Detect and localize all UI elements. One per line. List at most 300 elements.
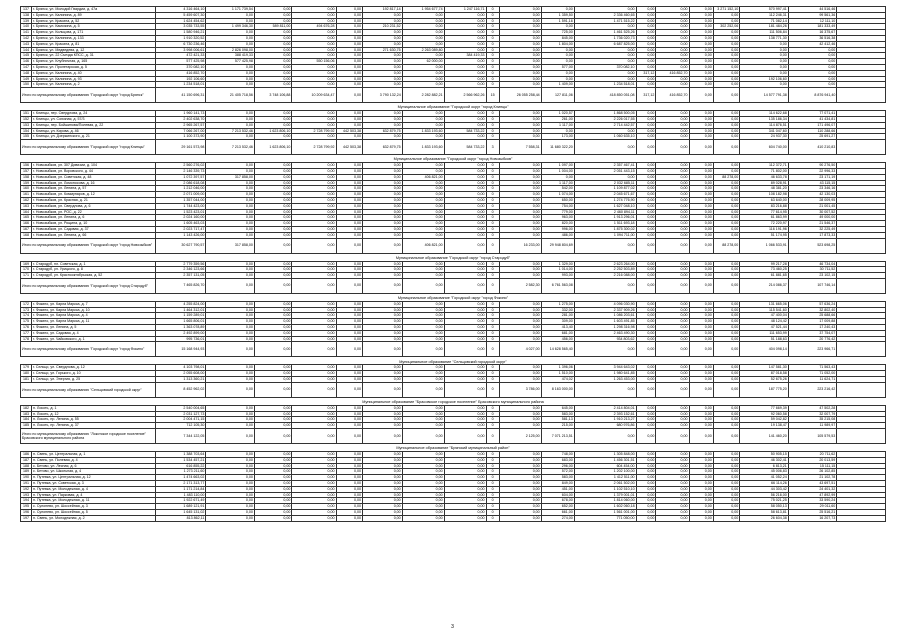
value-cell: 0 (486, 261, 499, 267)
value-cell: 0,00 (499, 192, 541, 198)
value-cell: 0,00 (656, 273, 689, 279)
value-cell: 0,00 (292, 76, 336, 82)
value-cell: 46 633,78 (740, 174, 789, 180)
row-number: 176 (21, 325, 32, 331)
value-cell: 0,00 (362, 232, 402, 238)
row-number: 195 (21, 504, 32, 510)
value-cell: 0,00 (444, 163, 486, 169)
value-cell: 0,00 (292, 41, 336, 47)
value-cell: 0,00 (362, 411, 402, 417)
value-cell: 0,00 (574, 7, 636, 13)
value-cell: 0,00 (362, 273, 402, 279)
value-cell: 0,00 (689, 186, 713, 192)
section-title: Муниципальное образование "Городской округ "город Новозыбков" (393, 157, 513, 162)
value-cell: 0 (486, 452, 499, 458)
value-cell: 0,00 (206, 221, 255, 227)
value-cell: 0,00 (254, 261, 292, 267)
value-cell: 0,00 (689, 510, 713, 516)
value-cell: 0 (486, 423, 499, 429)
value-cell: 1 094 711,00 (574, 232, 636, 238)
value-cell: 0,00 (444, 457, 486, 463)
value-cell: 0,00 (362, 53, 402, 59)
value-cell: 0,00 (636, 30, 656, 36)
value-cell: 0,00 (656, 174, 689, 180)
row-number: 162 (21, 197, 32, 203)
value-cell: 0,00 (656, 336, 689, 342)
total-value-cell: 3 790 132,24 (362, 88, 402, 103)
row-number: 187 (21, 457, 32, 463)
value-cell: 26 604,38 (740, 515, 789, 521)
total-value-cell: 0,00 (574, 382, 636, 397)
total-cost-cell: 2 171 313,77 (155, 481, 206, 487)
total-value-cell: 0,00 (254, 238, 292, 253)
value-cell: 19 138,47 (740, 423, 789, 429)
value-cell: 0,00 (574, 76, 636, 82)
value-cell: 0,00 (499, 221, 541, 227)
value-cell: 0,00 (499, 481, 541, 487)
total-value-cell: 10 209 634,47 (292, 88, 336, 103)
value-cell: 0 (486, 273, 499, 279)
value-cell: 0 (486, 469, 499, 475)
value-cell: 683,00 (541, 457, 574, 463)
value-cell: 0,00 (656, 186, 689, 192)
row-number: 194 (21, 498, 32, 504)
value-cell: 47 400,04 (740, 313, 789, 319)
value-cell: 0,00 (254, 377, 292, 383)
empty-cell (837, 342, 886, 357)
value-cell: 0,00 (713, 313, 739, 319)
empty-cell (837, 278, 886, 293)
value-cell: 296,00 (541, 463, 574, 469)
value-cell: 0,00 (444, 330, 486, 336)
value-cell: 0,00 (206, 70, 255, 76)
value-cell: 0,00 (292, 371, 336, 377)
value-cell: 1 471 515,22 (574, 18, 636, 24)
section-title: Муниципальное образование "Городской округ "город Стародуб" (395, 255, 511, 260)
value-cell: 1 623 806,10 (254, 128, 292, 134)
total-row (21, 140, 886, 155)
address-cell: г. Клинцы, ул. Кирова, д. 46 (32, 128, 156, 134)
total-row (21, 429, 886, 444)
total-value-cell: 0,00 (444, 238, 486, 253)
value-cell: 0,00 (336, 423, 362, 429)
value-cell: 0 (486, 59, 499, 65)
total-value-cell: 0,00 (574, 342, 636, 357)
value-cell: 0 (486, 47, 499, 53)
value-cell: 0,00 (402, 203, 444, 209)
value-cell: 0,00 (292, 215, 336, 221)
total-value-cell: 1 623 806,10 (254, 140, 292, 155)
total-cost-cell: 1 212 046,00 (155, 186, 206, 192)
value-cell: 0,00 (499, 405, 541, 411)
value-cell: 37 754,07 (788, 330, 837, 336)
total-value-cell: 214 086,37 (740, 278, 789, 293)
value-cell: 0,00 (402, 163, 444, 169)
value-cell: 0,00 (636, 377, 656, 383)
value-cell: 73 460,25 (740, 267, 789, 273)
value-cell: 0,00 (656, 365, 689, 371)
value-cell: 0,00 (636, 261, 656, 267)
value-cell: 0,00 (254, 267, 292, 273)
value-cell: 0,00 (444, 319, 486, 325)
value-cell: 0,00 (689, 70, 713, 76)
value-cell: 1 603 491,85 (574, 319, 636, 325)
value-cell: 1 117,00 (541, 122, 574, 128)
value-cell: 25 688,66 (788, 313, 837, 319)
row-number: 181 (21, 377, 32, 383)
value-cell: 0,00 (206, 273, 255, 279)
row-number: 168 (21, 232, 32, 238)
value-cell: 0,00 (254, 307, 292, 313)
value-cell: 604,00 (541, 492, 574, 498)
value-cell: 26 102,85 (788, 469, 837, 475)
value-cell: 0,00 (254, 30, 292, 36)
value-cell: 52 675,26 (740, 377, 789, 383)
value-cell: 1 456 301,51 (574, 457, 636, 463)
row-number: 160 (21, 186, 32, 192)
value-cell: 0,00 (636, 134, 656, 140)
total-label: Итого по муниципальному образованию "Сельцовский городской округ" (21, 382, 156, 397)
value-cell: 0,00 (444, 41, 486, 47)
row-number: 171 (21, 273, 32, 279)
value-cell: 0,00 (713, 510, 739, 516)
section-title: Муниципальное образование "Городской округ "город Клинцы" (397, 105, 509, 110)
value-cell: 0,00 (499, 180, 541, 186)
total-value-cell: 0,00 (292, 238, 336, 253)
value-cell: 0,00 (713, 64, 739, 70)
value-cell: 0,00 (541, 174, 574, 180)
value-cell: 577,00 (541, 64, 574, 70)
value-cell: 0,00 (788, 64, 837, 70)
value-cell: 0,00 (689, 463, 713, 469)
value-cell: 0,00 (689, 163, 713, 169)
value-cell: 1 004,00 (541, 168, 574, 174)
value-cell: 0,00 (402, 122, 444, 128)
total-cost-cell: 4 316 464,10 (155, 7, 206, 13)
value-cell: 0,00 (402, 70, 444, 76)
value-cell: 583,00 (541, 411, 574, 417)
value-cell: 0,00 (499, 452, 541, 458)
value-cell: 0,00 (656, 197, 689, 203)
value-cell: 0,00 (292, 475, 336, 481)
value-cell: 0,00 (336, 221, 362, 227)
value-cell: 1 263 453,00 (574, 377, 636, 383)
total-cost-cell: 1 171 214,84 (155, 486, 206, 492)
value-cell: 0,00 (444, 463, 486, 469)
value-cell: 0,00 (574, 174, 636, 180)
value-cell: 0,00 (254, 59, 292, 65)
value-cell: 0,00 (444, 30, 486, 36)
value-cell: 0,00 (656, 209, 689, 215)
value-cell: 0 (486, 475, 499, 481)
value-cell: 0,00 (713, 492, 739, 498)
total-value-cell: 3 786,00 (499, 382, 541, 397)
value-cell: 0,00 (788, 53, 837, 59)
value-cell: 0,00 (206, 111, 255, 117)
total-value-cell: 7 071 213,51 (541, 429, 574, 444)
value-cell: 0,00 (656, 168, 689, 174)
value-cell: 0,00 (713, 30, 739, 36)
total-value-cell: 317,12 (636, 88, 656, 103)
value-cell: 0,00 (444, 313, 486, 319)
value-cell: 0,00 (740, 82, 789, 88)
address-cell: г. Стародуб, пл. Советская, д. 1 (32, 261, 156, 267)
address-cell: п. Путевка, ул. Молодежная, д. 4 (32, 486, 156, 492)
value-cell: 99 217,28 (740, 261, 789, 267)
value-cell: 0,00 (636, 59, 656, 65)
value-cell: 0,00 (254, 273, 292, 279)
value-cell: 16 375,67 (788, 30, 837, 36)
address-cell: г. Брянск, ул. Калинина, д. 2 (32, 82, 156, 88)
value-cell: 2 357 467,41 (574, 163, 636, 169)
value-cell: 0,00 (254, 475, 292, 481)
value-cell: 0,00 (206, 267, 255, 273)
total-value-cell: 0,00 (336, 382, 362, 397)
value-cell: 0,00 (656, 180, 689, 186)
value-cell: 71 563,43 (788, 365, 837, 371)
value-cell: 0,00 (254, 168, 292, 174)
value-cell: 0,00 (713, 463, 739, 469)
value-cell: 0,00 (656, 12, 689, 18)
value-cell: 0,00 (656, 41, 689, 47)
value-cell: 0,00 (402, 365, 444, 371)
value-cell: 0,00 (206, 365, 255, 371)
value-cell: 0,00 (740, 70, 789, 76)
value-cell: 0,00 (206, 325, 255, 331)
value-cell: 0,00 (336, 469, 362, 475)
value-cell: 0,00 (402, 64, 444, 70)
row-number: 193 (21, 492, 32, 498)
row-number: 173 (21, 307, 32, 313)
total-value-cell: 0,00 (713, 278, 739, 293)
value-cell: 0 (486, 30, 499, 36)
value-cell: 0,00 (499, 325, 541, 331)
value-cell: 0,00 (362, 180, 402, 186)
total-value-cell: 0,00 (656, 238, 689, 253)
value-cell: 0,00 (292, 504, 336, 510)
value-cell: 0,00 (499, 365, 541, 371)
row-number: 192 (21, 486, 32, 492)
value-cell: 77 669,39 (740, 405, 789, 411)
total-cost-cell: 2 779 359,56 (155, 261, 206, 267)
value-cell: 0,00 (254, 469, 292, 475)
value-cell: 0,00 (636, 47, 656, 53)
value-cell: 0,00 (689, 111, 713, 117)
value-cell: 0,00 (402, 30, 444, 36)
value-cell: 0,00 (499, 41, 541, 47)
value-cell: 0,00 (656, 481, 689, 487)
value-cell: 1 396,06 (541, 365, 574, 371)
row-number: 178 (21, 336, 32, 342)
total-cost-cell: 2 004 471,15 (155, 417, 206, 423)
total-cost-cell: 2 024 160,00 (155, 215, 206, 221)
value-cell: 0,00 (689, 64, 713, 70)
value-cell: 0,00 (292, 423, 336, 429)
value-cell: 77 614,95 (740, 209, 789, 215)
value-cell: 0,00 (444, 515, 486, 521)
value-cell: 0 (486, 417, 499, 423)
value-cell: 0,00 (362, 82, 402, 88)
value-cell: 0,00 (292, 273, 336, 279)
value-cell: 0,00 (292, 18, 336, 24)
value-cell: 0,00 (444, 492, 486, 498)
total-cost-cell: 1 357 044,00 (155, 197, 206, 203)
value-cell: 61 863,99 (740, 215, 789, 221)
value-cell: 0,00 (444, 486, 486, 492)
section-title: Муниципальное образование "Сельцовский городской округ" (399, 359, 507, 364)
value-cell: 46 302,41 (740, 457, 789, 463)
value-cell: 754,00 (541, 203, 574, 209)
address-cell: г. Брянск, ул. Калинина, д. 133 (32, 35, 156, 41)
value-cell: 0 (486, 486, 499, 492)
address-cell: с. Бетово, ул. Лесная, д. 6 (32, 463, 156, 469)
value-cell: 0,00 (362, 313, 402, 319)
value-cell: 0,00 (336, 203, 362, 209)
total-value-cell: 0,00 (689, 238, 713, 253)
value-cell: 0,00 (254, 452, 292, 458)
address-cell: с. Бетово, ул. Школьная, д. 4 (32, 469, 156, 475)
value-cell: 0,00 (656, 301, 689, 307)
value-cell: 47 521,44 (740, 325, 789, 331)
value-cell: 0,00 (656, 226, 689, 232)
value-cell: 0,00 (713, 486, 739, 492)
value-cell: 0,00 (336, 405, 362, 411)
value-cell: 0 (486, 301, 499, 307)
value-cell: 771 050,00 (574, 515, 636, 521)
value-cell: 0,00 (336, 192, 362, 198)
value-cell: 0,00 (656, 377, 689, 383)
value-cell: 0,00 (362, 371, 402, 377)
value-cell: 0,00 (206, 481, 255, 487)
value-cell: 0,00 (336, 35, 362, 41)
value-cell: 0,00 (689, 215, 713, 221)
value-cell: 0,00 (362, 423, 402, 429)
total-value-cell: 0,00 (362, 382, 402, 397)
value-cell: 0,00 (713, 377, 739, 383)
value-cell: 0,00 (402, 111, 444, 117)
value-cell: 51 188,63 (740, 336, 789, 342)
row-number: 153 (21, 122, 32, 128)
value-cell: 0,00 (254, 192, 292, 198)
total-value-cell: 0,00 (636, 278, 656, 293)
value-cell: 0,00 (444, 267, 486, 273)
value-cell: 0,00 (336, 197, 362, 203)
value-cell: 0,00 (292, 30, 336, 36)
address-cell: с. Супонево, ул. Шоссейная, д. 3 (32, 504, 156, 510)
row-number: 164 (21, 209, 32, 215)
value-cell: 0 (486, 377, 499, 383)
row-number: 186 (21, 452, 32, 458)
value-cell: 0,00 (292, 12, 336, 18)
value-cell: 0,00 (206, 417, 255, 423)
value-cell: 0,00 (402, 76, 444, 82)
total-cost-cell: 3 035 733,55 (155, 24, 206, 30)
total-value-cell: 0,00 (362, 429, 402, 444)
total-cost-cell: 712 105,30 (155, 423, 206, 429)
value-cell: 0,00 (499, 128, 541, 134)
value-cell: 181 484,26 (740, 24, 789, 30)
value-cell: 23 346,16 (788, 186, 837, 192)
value-cell: 0,00 (402, 18, 444, 24)
row-number: 146 (21, 59, 32, 65)
value-cell: 0,00 (206, 411, 255, 417)
value-cell: 0,00 (636, 209, 656, 215)
total-value-cell: 0,00 (206, 278, 255, 293)
value-cell: 0,00 (292, 313, 336, 319)
value-cell: 0,00 (713, 365, 739, 371)
value-cell: 0,00 (541, 59, 574, 65)
row-number: 172 (21, 301, 32, 307)
value-cell: 0,00 (444, 307, 486, 313)
value-cell: 0,00 (292, 35, 336, 41)
total-value-cell: 0,00 (656, 140, 689, 155)
value-cell: 6 687 825,00 (574, 41, 636, 47)
value-cell: 0,00 (713, 186, 739, 192)
value-cell: 0,00 (656, 59, 689, 65)
page-number: 3 (451, 624, 454, 630)
value-cell: 0,00 (541, 128, 574, 134)
value-cell: 0,00 (636, 417, 656, 423)
value-cell: 131 665,06 (740, 301, 789, 307)
value-cell: 16 207,73 (788, 515, 837, 521)
total-cost-cell: 1 483 110,00 (155, 492, 206, 498)
value-cell: 0,00 (402, 423, 444, 429)
value-cell: 0,00 (656, 486, 689, 492)
value-cell: 0,00 (689, 76, 713, 82)
value-cell: 0,00 (402, 134, 444, 140)
value-cell: 22 996,33 (788, 168, 837, 174)
value-cell: 0,00 (444, 192, 486, 198)
value-cell: 0,00 (499, 267, 541, 273)
value-cell: 0,00 (636, 319, 656, 325)
value-cell: 0,00 (689, 128, 713, 134)
total-value-cell: 0,00 (689, 88, 713, 103)
value-cell: 135 186,34 (740, 116, 789, 122)
total-cost-cell: 1 580 946,21 (155, 30, 206, 36)
address-cell: г. Сельцо, ул. Горького, д. 10 (32, 371, 156, 377)
value-cell: 30 711,52 (788, 267, 837, 273)
register-sheet (20, 6, 886, 522)
value-cell: 0,00 (689, 116, 713, 122)
value-cell: 0 (486, 111, 499, 117)
value-cell: 0,00 (254, 498, 292, 504)
total-cost-cell: 1 534 457,21 (155, 457, 206, 463)
value-cell: 0,00 (444, 82, 486, 88)
value-cell: 0,00 (402, 481, 444, 487)
value-cell: 2 463 490,30 (574, 330, 636, 336)
value-cell: 0,00 (636, 111, 656, 117)
value-cell: 0,00 (740, 47, 789, 53)
value-cell: 2 336 460,65 (574, 12, 636, 18)
row-number: 145 (21, 53, 32, 59)
value-cell: 0,00 (292, 463, 336, 469)
value-cell: 0,00 (402, 405, 444, 411)
value-cell: 0,00 (713, 232, 739, 238)
value-cell: 0,00 (713, 515, 739, 521)
value-cell: 650,00 (541, 197, 574, 203)
value-cell: 0,00 (499, 215, 541, 221)
value-cell: 0,00 (689, 417, 713, 423)
value-cell: 0,00 (713, 180, 739, 186)
value-cell: 0,00 (254, 180, 292, 186)
value-cell: 0,00 (636, 116, 656, 122)
value-cell: 0 (486, 510, 499, 516)
value-cell: 0,00 (713, 197, 739, 203)
total-value-cell: 0,00 (362, 278, 402, 293)
value-cell: 20 776,42 (788, 336, 837, 342)
row-number: 150 (21, 82, 32, 88)
value-cell: 0,00 (362, 405, 402, 411)
